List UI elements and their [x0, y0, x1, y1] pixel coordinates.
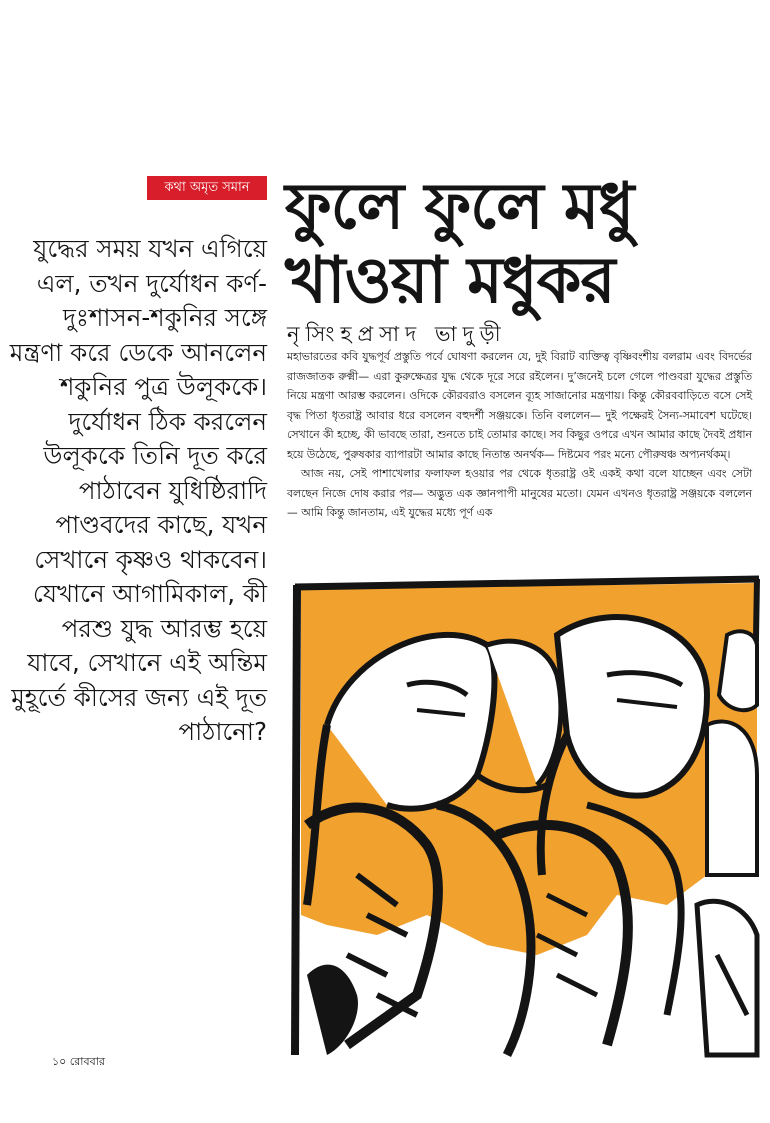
- page-folio: ১০ রোববার: [52, 1055, 105, 1068]
- body-paragraph-2: আজ নয়, সেই পাশাখেলার ফলাফল হওয়ার পর থেকে ধৃতরাষ্ট্র ওই একই কথা বলে যাচ্ছেন এবং সেটা বলছেন নিজে দোষ করার পর— অদ্ভুত এক জ্ঞানপাপী মানুষের মতো। যেমন এখনও ধৃতরাষ্ট্র সঞ্জয়কে বললেন— আমি কিন্তু জানতাম, এই যুদ্ধের মধ্যে পূর্ণ এক: [287, 467, 752, 519]
- illustration: [287, 575, 763, 1065]
- body-paragraph-1: মহাভারতের কবি যুদ্ধপূর্ব প্রস্তুতি পর্বে ঘোষণা করলেন যে, দুই বিরাট ব্যক্তিত্ব বৃষ্ণিবংশীয় বলরাম এবং বিদর্ভের রাজজাতক রুক্মী— এরা কুরুক্ষেত্রর যুদ্ধ থেকে দূরে সরে রইলেন। দু’জনেই চলে গেলে পাণ্ডবরা যুদ্ধের প্রস্তুতি নিয়ে মন্ত্রণা আরম্ভ করলেন। ওদিকে কৌরবরাও বসলেন ব্যূহ সাজানোর মন্ত্রণায়। কিন্তু কৌরববাড়িতে বসে সেই বৃদ্ধ পিতা ধৃতরাষ্ট্র আবার ধরে বসলেন বহুদর্শী সঞ্জয়কে। তিনি বললেন— দুই পক্ষেরই সৈন্য-সমাবেশ ঘটেছে। সেখানে কী হচ্ছে, কী ভাবছে তারা, শুনতে চাই তোমার কাছে। সব কিছুর ওপরে এখন আমার কাছে দৈবই প্রধান হয়ে উঠেছে, পুরুষকার ব্যাপারটা আমার কাছে নিতান্ত অনর্থক— দিষ্টমেব পরং মন্যে পৌরুষঞ্চ অপ্যনর্থকম্।: [287, 350, 752, 461]
- article-title: [285, 170, 765, 318]
- author-byline: নৃসিংহপ্রসাদ ভাদুড়ী: [287, 322, 507, 346]
- title-line-1: ফুলে ফুলে মধু: [285, 170, 634, 244]
- column-tag: কথা অমৃত সমান: [147, 176, 267, 200]
- title-line-2: খাওয়া মধুকর: [285, 244, 615, 318]
- pull-quote: যুদ্ধের সময় যখন এগিয়ে এল, তখন দুর্যোধন কর্ণ-দুঃশাসন-শকুনির সঙ্গে মন্ত্রণা করে ডেকে আনলেন শকুনির পুত্র উলূককে। দুর্যোধন ঠিক করলেন উলূককে তিনি দূত করে পাঠাবেন যুধিষ্ঠিরাদি পাণ্ডবদের কাছে, যখন সেখানে কৃষ্ণও থাকবেন। যেখানে আগামিকাল, কী পরশু যুদ্ধ আরম্ভ হয়ে যাবে, সেখানে এই অন্তিম মুহূর্তে কীসের জন্য এই দূত পাঠানো?: [9, 234, 267, 746]
- article-body: [287, 347, 752, 523]
